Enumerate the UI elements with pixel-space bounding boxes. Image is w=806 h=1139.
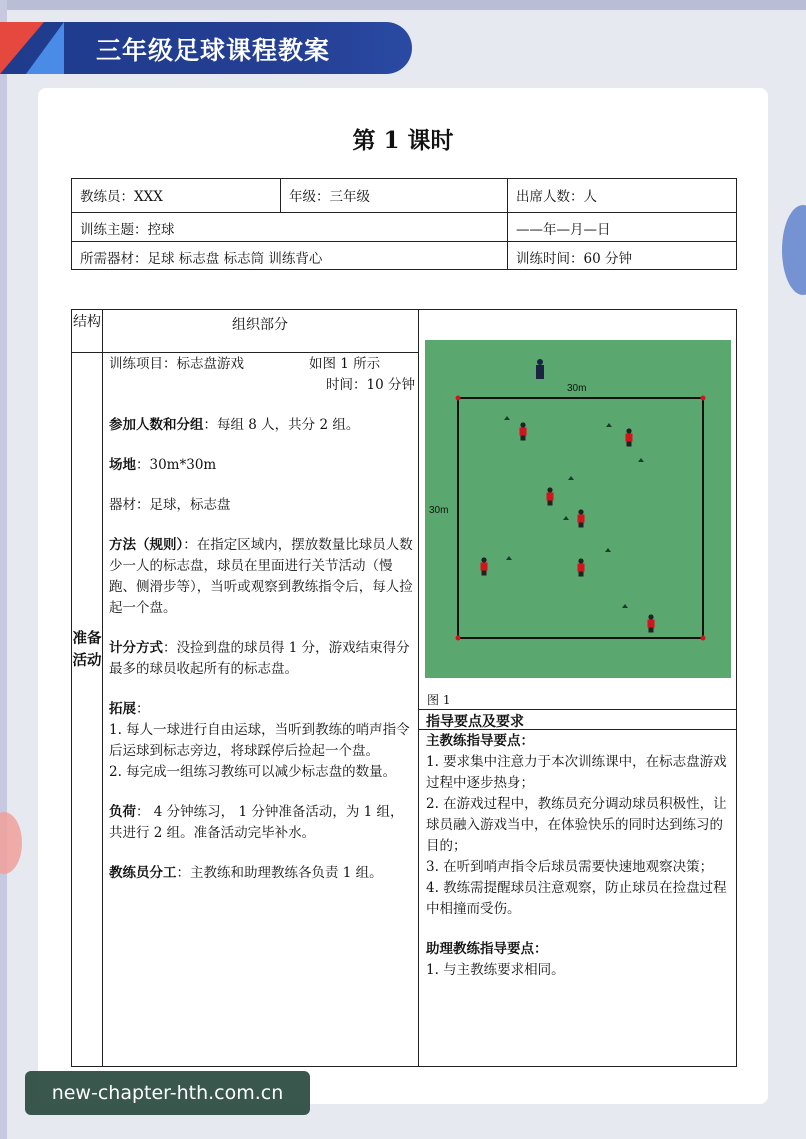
grade-cell: 年级：三年级 (280, 179, 507, 212)
guidance-item: 3. 在听到哨声指令后球员需要快速地观察决策； (426, 859, 714, 875)
attendance-cell: 出席人数：人 (507, 179, 736, 212)
guidance-item: 1. 与主教练要求相同。 (426, 962, 565, 978)
guidance-item: 4. 教练需提醒球员注意观察，防止球员在捡盘过程中相撞而受伤。 (426, 880, 727, 917)
extension-item: 2. 每完成一组练习教练可以减少标志盘的数量。 (109, 764, 397, 780)
activity-content (109, 354, 415, 884)
organization-header: 组织部分 (232, 317, 288, 333)
guidance-header: 指导要点及要求 (426, 714, 524, 730)
decorative-circle (782, 205, 806, 295)
main-coach-title: 主教练指导要点： (426, 733, 534, 749)
participants-text: 参加人数和分组：每组 8 人，共分 2 组。 (109, 417, 360, 433)
activity-time: 时间：10 分钟 (326, 377, 415, 393)
assistant-coach-title: 助理教练指导要点： (426, 941, 548, 957)
player-figure (648, 614, 655, 632)
corner-cone (456, 636, 461, 641)
coach-cell: 教练员：XXX (80, 189, 163, 205)
guidance-content (426, 731, 732, 981)
figure-guidance-column (419, 310, 737, 1066)
date-cell: ——年—月—日 (507, 212, 736, 241)
load-text: 负荷： 4 分钟练习， 1 分钟准备活动，为 1 组，共进行 2 组。准备活动完毕补水。 (109, 804, 404, 841)
extension-heading: 拓展： (109, 701, 150, 717)
watermark-badge: new-chapter-hth.com.cn (25, 1071, 310, 1115)
scoring-text: 计分方式：没捡到盘的球员得 1 分，游戏结束得分最多的球员收起所有的标志盘。 (109, 640, 410, 677)
dimension-top: 30m (567, 383, 587, 394)
division-text: 教练员分工：主教练和助理教练各负责 1 组。 (109, 865, 383, 881)
player-figure (578, 558, 585, 576)
info-row (72, 241, 736, 269)
player-figure (520, 422, 527, 440)
coach-figure (536, 359, 544, 379)
title-banner (0, 22, 412, 74)
header-divider (72, 352, 419, 353)
figure-caption: 图 1 (427, 693, 451, 707)
dimension-left: 30m (429, 505, 449, 516)
player-figure (578, 509, 585, 527)
activity-equipment: 器材：足球，标志盘 (109, 497, 231, 513)
decorative-circle (0, 812, 22, 874)
activity-project: 训练项目：标志盘游戏 (109, 356, 244, 372)
guidance-item: 1. 要求集中注意力于本次训练课中，在标志盘游戏过程中逐步热身； (426, 754, 727, 791)
player-figure (547, 487, 554, 505)
equipment-cell: 所需器材：足球 标志盘 标志筒 训练背心 (80, 251, 323, 267)
player-figure (626, 428, 633, 446)
training-field-diagram (425, 340, 731, 678)
corner-cone (456, 396, 461, 401)
structure-column (72, 310, 103, 1066)
venue-text: 场地：30m*30m (109, 457, 217, 473)
theme-cell: 训练主题：控球 (80, 222, 175, 238)
structure-header: 结构 (73, 314, 101, 330)
guidance-item: 2. 在游戏过程中，教练员充分调动球员积极性，让球员融入游戏当中，在体验快乐的同时达到练习的目的； (426, 796, 727, 854)
guidance-divider (419, 729, 737, 730)
banner-blue-triangle (26, 22, 64, 74)
corner-cone (701, 636, 706, 641)
lesson-title: 第 1 课时 (352, 127, 454, 154)
organization-column (102, 310, 419, 1066)
corner-cone (701, 396, 706, 401)
info-table (71, 178, 737, 270)
banner-title: 三年级足球课程教案 (96, 36, 331, 65)
info-row (72, 212, 736, 242)
player-figure (481, 557, 488, 575)
page-left-edge (0, 0, 7, 1139)
extension-item: 1. 每人一球进行自由运球，当听到教练的哨声指令后运球到标志旁边，将球踩停后捡起一个盘。 (109, 722, 410, 759)
method-text: 方法（规则）：在指定区域内，摆放数量比球员人数少一人的标志盘，球员在里面进行关节活动（慢跑、侧滑步等），当听或观察到教练指令后，每人捡起一个盘。 (109, 537, 413, 616)
section-label: 准备活动 (72, 630, 102, 669)
page-top-edge (0, 0, 806, 10)
info-row (72, 179, 736, 213)
lesson-plan-table (71, 309, 737, 1067)
figure-reference: 如图 1 所示 (309, 356, 381, 372)
duration-cell: 训练时间：60 分钟 (507, 241, 736, 269)
guidance-divider (419, 709, 737, 710)
